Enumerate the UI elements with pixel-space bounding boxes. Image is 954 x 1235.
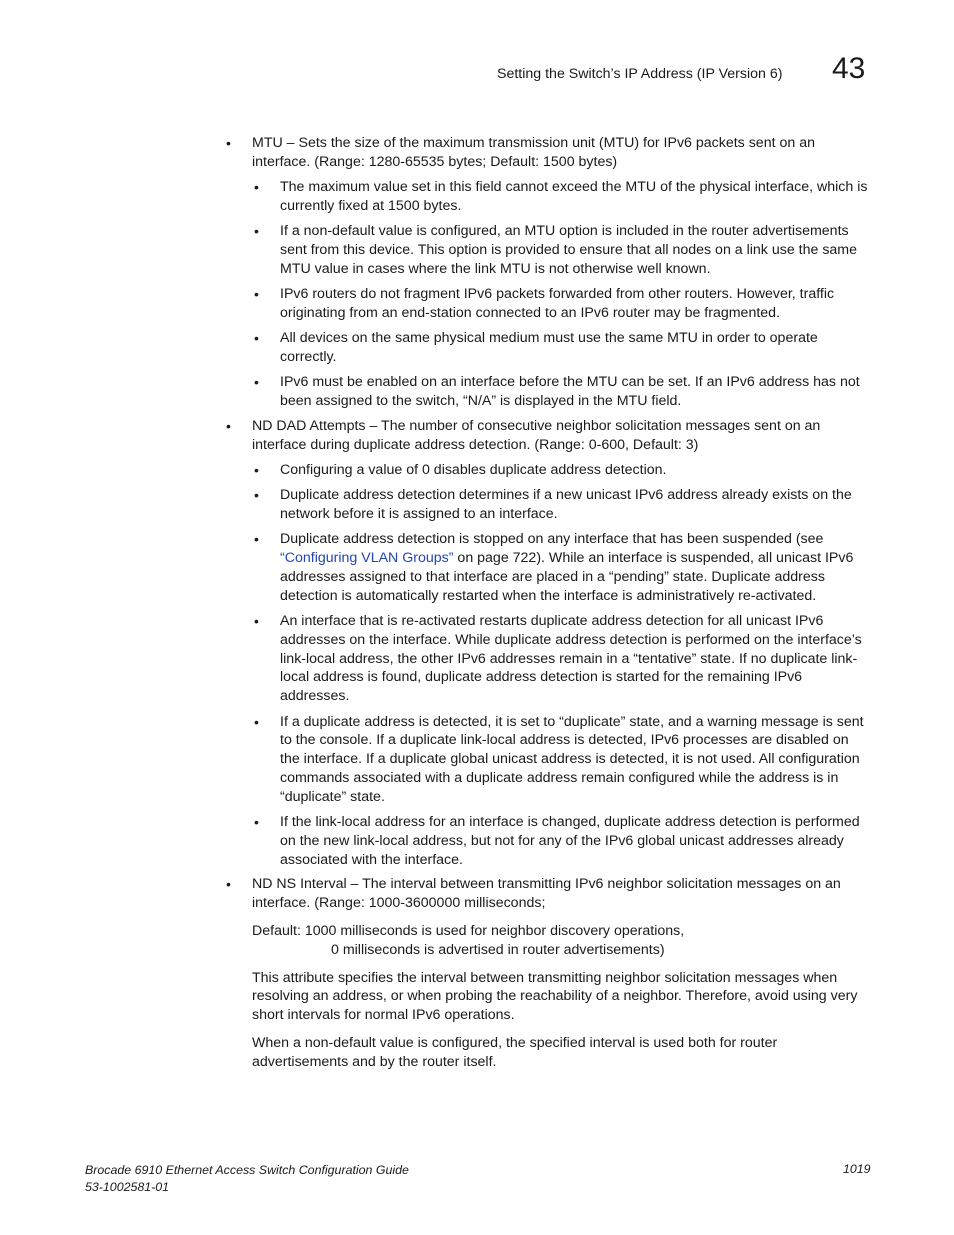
bullet-icon: •	[226, 876, 231, 893]
ns-paragraph-1: This attribute specifies the interval between transmitting neighbor solicitation messages when resolving an address, or when probing the reachability of a neighbor. Therefore, avoid using very short intervals for normal IPv6 operations.	[252, 969, 858, 1024]
mtu-description: – Sets the size of the maximum transmission unit (MTU) for IPv6 packets sent on an interface. (Range: 1280-65535 bytes; Default: 1500 bytes)	[252, 135, 815, 170]
list-item: • All devices on the same physical medium must use the same MTU in order to operate correctly.	[254, 330, 818, 365]
bullet-icon: •	[254, 330, 259, 347]
bullet-icon: •	[254, 814, 259, 830]
bullet-icon: •	[254, 613, 259, 630]
running-header-title: Setting the Switch’s IP Address (IP Version 6)	[497, 66, 783, 82]
ns-description: – The interval between transmitting IPv6 neighbor solicitation messages on an interface. (Range: 1000-3600000 milliseconds;	[252, 876, 841, 912]
list-item: • Duplicate address detection determines if a new unicast IPv6 address already exists on the network before it is assigned to an interface.	[254, 487, 852, 523]
list-item: • If a non-default value is configured, an MTU option is included in the router advertisements sent from this device. This option is provided to ensure that all nodes on a link use the same MTU value in cases where the link MTU is not otherwise well known.	[254, 223, 858, 277]
footer-doc-number: 53-1002581-01	[85, 1180, 170, 1194]
list-item: • If the link-local address for an interface is changed, duplicate address detection is performed on the new link-local address, but not for any of the IPv6 global unicast addresses already associated with the interface.	[254, 814, 860, 868]
term-nd-dad-attempts: ND DAD Attempts	[252, 417, 366, 434]
page-number: 1019	[843, 1162, 871, 1176]
list-item: • If a duplicate address is detected, it is set to “duplicate” state, and a warning message is sent to the console. If a duplicate link-local address is detected, IPv6 processes are disabled on the interface. If a duplicate global unicast address is detected, it is not used. All configuration commands associated with a duplicate address remain configured while the address is in “duplicate” state.	[254, 713, 864, 805]
dad-sublist	[226, 461, 869, 869]
footer-guide-info	[85, 1162, 409, 1196]
bullet-icon: •	[254, 179, 259, 196]
bullet-icon: •	[254, 223, 259, 240]
ns-default-line-1: Default: 1000 milliseconds is used for neighbor discovery operations,	[252, 922, 685, 939]
bullet-nd-dad-attempts	[226, 417, 869, 455]
list-item: • An interface that is re-activated restarts duplicate address detection for all unicast IPv6 addresses on the interface. While duplicate address detection is performed on the interface’s link-local address, the other IPv6 addresses remain in a “tentative” state. If no duplicate link-local address is found, duplicate address detection is started for the remaining IPv6 addresses.	[254, 613, 862, 705]
bullet-icon: •	[254, 374, 259, 391]
ns-paragraph-2: When a non-default value is configured, the specified interval is used both for router advertisements and by the router itself.	[252, 1034, 778, 1070]
term-nd-ns-interval: ND NS Interval	[252, 876, 347, 893]
bullet-icon: •	[254, 531, 259, 548]
bullet-icon: •	[254, 487, 259, 504]
list-item: • IPv6 must be enabled on an interface before the MTU can be set. If an IPv6 address has not been assigned to the switch, “N/A” is displayed in the MTU field.	[254, 374, 860, 410]
footer-guide-title: Brocade 6910 Ethernet Access Switch Configuration Guide	[85, 1163, 409, 1177]
bullet-icon: •	[254, 286, 259, 303]
bullet-icon: •	[226, 417, 231, 434]
term-mtu: MTU	[252, 135, 283, 151]
list-item: • The maximum value set in this field cannot exceed the MTU of the physical interface, which is currently fixed at 1500 bytes.	[254, 179, 868, 214]
list-item: • Configuring a value of 0 disables duplicate address detection.	[254, 461, 667, 478]
list-item: • IPv6 routers do not fragment IPv6 packets forwarded from other routers. However, traffic originating from an end-station connected to an IPv6 router may be fragmented.	[254, 286, 835, 321]
chapter-number: 43	[832, 52, 866, 85]
bullet-icon: •	[226, 135, 231, 151]
ns-default-line-2: 0 milliseconds is advertised in router advertisements)	[331, 941, 665, 958]
dad-description: – The number of consecutive neighbor solicitation messages sent on an interface during duplicate address detection. (Range: 0-600, Default: 3)	[252, 417, 821, 453]
list-item: • Duplicate address detection is stopped on any interface that has been suspended (see “Configuring VLAN Groups” on page 722). While an interface is suspended, all unicast IPv6 addresses assigned to that interface are placed in a “pending” state. Duplicate address detection is automatically restarted when the interface is administratively re-activated.	[254, 531, 854, 604]
ns-default	[226, 922, 869, 960]
bullet-icon: •	[254, 713, 259, 730]
page-body	[226, 134, 869, 1072]
bullet-nd-ns-interval	[226, 875, 869, 913]
configuring-vlan-groups-link[interactable]: “Configuring VLAN Groups”	[280, 550, 454, 567]
bullet-mtu	[226, 134, 869, 172]
mtu-sublist	[226, 178, 869, 411]
bullet-icon: •	[254, 461, 259, 478]
